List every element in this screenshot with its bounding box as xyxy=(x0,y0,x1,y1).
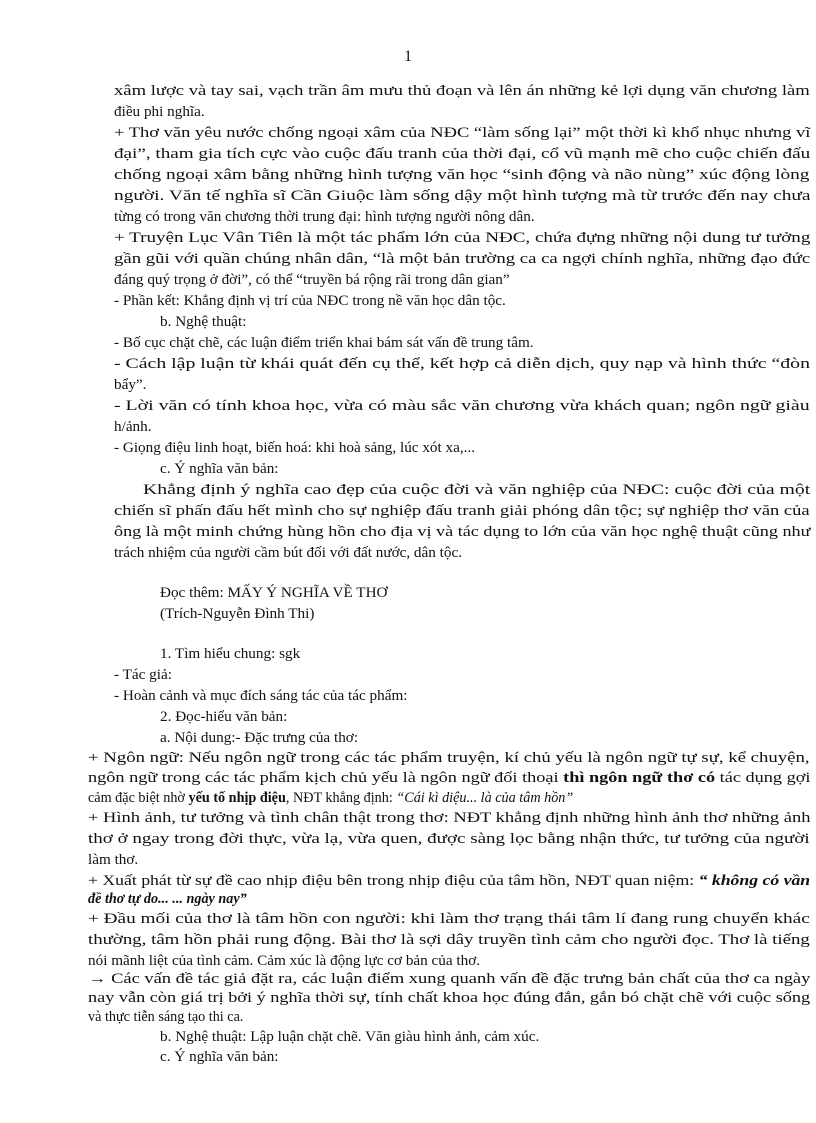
list-item: - Bố cục chặt chẽ, các luận điểm triển khai bám sát vấn đề trung tâm. xyxy=(114,334,534,351)
section-heading: a. Nội dung:- Đặc trưng của thơ: xyxy=(160,729,359,746)
list-item: - Phần kết: Khẳng định vị trí của NĐC trong nề văn học dân tộc. xyxy=(114,292,506,309)
text-line: nay vẫn còn giá trị bởi ý nghĩa thời sự, tính chất khoa học đúng đắn, gắn bó chặt chẽ với cuộc sống xyxy=(88,990,811,1006)
quote-run: “Cái kì diệu... là của tâm hồn” xyxy=(396,790,574,806)
reading-source: (Trích-Nguyễn Đình Thi) xyxy=(160,605,315,622)
text-line: Khẳng định ý nghĩa cao đẹp của cuộc đời và văn nghiệp của NĐC: cuộc đời của một xyxy=(143,481,811,498)
list-item: - Lời văn có tính khoa học, vừa có màu sắc văn chương vừa khách quan; ngôn ngữ giàu xyxy=(114,397,810,414)
text-line: bẩy”. xyxy=(114,376,147,393)
text-line: h/ảnh. xyxy=(114,418,152,435)
text-line: + Ngôn ngữ: Nếu ngôn ngữ trong các tác phẩm truyện, kí chủ yếu là ngôn ngữ tự sự, kể chuyện, xyxy=(88,750,810,766)
text-line: và thực tiễn sáng tạo thi ca. xyxy=(88,1009,244,1025)
reading-title: Đọc thêm: MẤY Ý NGHĨA VỀ THƠ xyxy=(160,584,388,601)
text-line: ông là một minh chứng hùng hồn cho địa vị và tác dụng to lớn của văn học nghệ thuật cũng như xyxy=(114,523,811,540)
text-line: gần gũi với quần chúng nhân dân, “là một bản trường ca ca ngợi chính nghĩa, những đạo đức xyxy=(114,250,811,267)
text-line: + Thơ văn yêu nước chống ngoại xâm của NĐC “làm sống lại” một thời kì khổ nhục nhưng vĩ xyxy=(114,124,811,141)
text-line: + Truyện Lục Vân Tiên là một tác phẩm lớn của NĐC, chứa đựng những nội dung tư tưởng xyxy=(114,229,811,246)
bold-run: thì ngôn ngữ thơ có xyxy=(563,770,716,786)
text-line: chiến sĩ phấn đấu hết mình cho sự nghiệp đấu tranh giải phóng dân tộc; sự nghiệp thơ văn của xyxy=(114,502,810,519)
section-heading: b. Nghệ thuật: Lập luận chặt chẽ. Văn giàu hình ảnh, cảm xúc. xyxy=(160,1028,540,1045)
list-item: - Cách lập luận từ khái quát đến cụ thể, kết hợp cả diễn dịch, quy nạp và hình thức “đòn xyxy=(114,355,810,372)
section-heading: b. Nghệ thuật: xyxy=(160,313,247,330)
text-line: từng có trong văn chương thời trung đại: hình tượng người nông dân. xyxy=(114,208,535,225)
list-item: - Hoàn cảnh và mục đích sáng tác của tác phẩm: xyxy=(114,687,408,704)
quote-run: đề thơ tự do... ... ngày nay” xyxy=(88,891,247,907)
bold-run: yếu tố nhịp điệu xyxy=(188,790,286,806)
text-line: xâm lược và tay sai, vạch trần âm mưu thủ đoạn và lên án những kẻ lợi dụng văn chương làm xyxy=(114,82,810,99)
section-heading: 2. Đọc-hiểu văn bản: xyxy=(160,708,288,725)
section-heading: c. Ý nghĩa văn bản: xyxy=(160,1048,279,1065)
text-line xyxy=(88,889,247,909)
text-line xyxy=(88,788,573,808)
text-line: → Các vấn đề tác giả đặt ra, các luận điểm xung quanh vấn đề đặc trưng bản chất của thơ ca ngày xyxy=(88,971,811,987)
text-line: + Hình ảnh, tư tưởng và tình chân thật trong thơ: NĐT khẳng định những hình ảnh thơ những ảnh xyxy=(88,809,811,826)
text-line: thơ ở ngay trong đời thực, vừa lạ, vừa quen, được sàng lọc bằng nhận thức, tư tưởng của người xyxy=(88,830,810,847)
text-line xyxy=(88,768,810,788)
text-run: tác dụng gợi xyxy=(715,770,811,786)
text-run: cảm đặc biệt nhờ xyxy=(88,790,189,806)
text-line xyxy=(88,871,810,891)
text-line: nói mãnh liệt của tình cảm. Cảm xúc là động lực cơ bản của thơ. xyxy=(88,952,481,969)
list-item: - Giọng điệu linh hoạt, biến hoá: khi hoà sảng, lúc xót xa,... xyxy=(114,439,476,456)
text-line: chống ngoại xâm bằng những hình tượng văn học “sinh động và não nùng” xúc động lòng xyxy=(114,166,810,183)
section-heading: 1. Tìm hiểu chung: sgk xyxy=(160,645,301,662)
text-line: đại”, tham gia tích cực vào cuộc đấu tranh của thời đại, cổ vũ mạnh mẽ cho cuộc chiến đấu xyxy=(114,145,811,162)
text-line: trách nhiệm của người cầm bút đối với đất nước, dân tộc. xyxy=(114,544,463,561)
list-item: - Tác giả: xyxy=(114,666,172,683)
text-run: + Xuất phát từ sự đề cao nhịp điệu bên trong nhịp điệu của tâm hồn, NĐT quan niệm: xyxy=(88,873,699,889)
text-run: , NĐT khẳng định: xyxy=(285,790,397,806)
page-number: 1 xyxy=(404,48,412,65)
text-line: người. Văn tế nghĩa sĩ Cần Giuộc làm sống dậy một hình tượng mà từ trước đến nay chưa xyxy=(114,187,811,204)
section-heading: c. Ý nghĩa văn bản: xyxy=(160,460,279,477)
text-line: + Đầu mối của thơ là tâm hồn con người: khi làm thơ trạng thái tâm lí đang rung chuyển khác xyxy=(88,910,810,927)
text-line: điều phi nghĩa. xyxy=(114,103,205,120)
text-run: ngôn ngữ trong các tác phẩm kịch chủ yếu là ngôn ngữ đối thoại xyxy=(88,770,564,786)
text-line: làm thơ. xyxy=(88,851,139,868)
text-line: đáng quý trọng ở đời”, có thể “truyền bá rộng rãi trong dân gian” xyxy=(114,271,510,288)
quote-run: “ không có vần xyxy=(698,873,811,889)
text-line: thường, tâm hồn phải rung động. Bài thơ là sợi dây truyền tình cảm cho người đọc. Thơ là tiếng xyxy=(88,931,810,948)
